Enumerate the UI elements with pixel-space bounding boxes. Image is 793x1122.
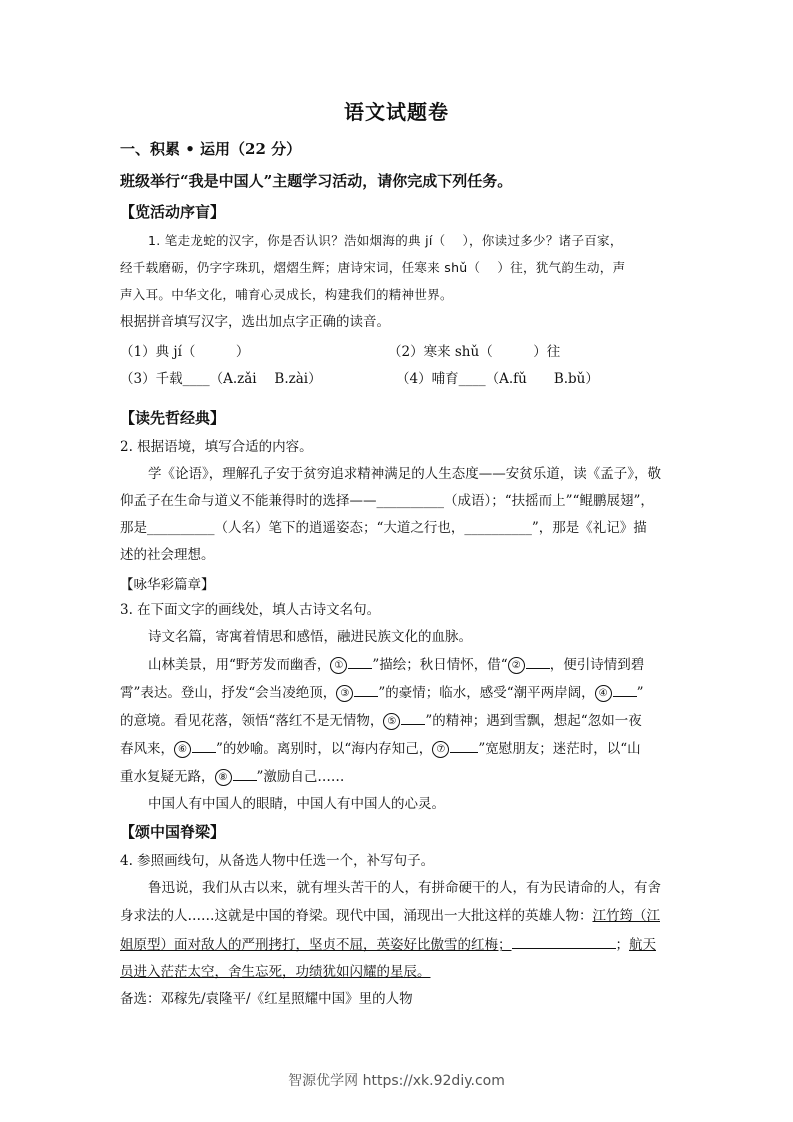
q1-option-3: （3）千载____（A.zǎi B.zài） — [120, 371, 322, 387]
page-title: 语文试题卷 — [344, 100, 449, 124]
q2-line-3: 那是__________（人名）笔下的逍遥姿态；“大道之行也，__________”，那是《礼记》描 — [120, 520, 647, 536]
q3-text: 重水复疑无路， — [120, 769, 215, 785]
answer-blank-3[interactable] — [354, 682, 378, 697]
part-heading: 一、积累 • 运用（22 分） — [120, 140, 302, 158]
q4-title: 4. 参照画线句，从备选人物中任选一个，补写句子。 — [120, 853, 435, 869]
q2-title: 2. 根据语境，填写合适的内容。 — [120, 439, 313, 455]
answer-blank-5[interactable] — [401, 710, 425, 725]
answer-blank-4[interactable] — [613, 682, 637, 697]
section-heading-4: 【颂中国脊梁】 — [120, 823, 226, 841]
blank-number-3: ③ — [336, 685, 353, 702]
q3-line-4 — [120, 738, 641, 759]
answer-blank-1[interactable] — [348, 654, 372, 669]
q1-option-2: （2）寒来 shǔ（ ）往 — [388, 344, 561, 360]
answer-blank-7[interactable] — [450, 738, 478, 753]
q1-line-3: 声入耳。中华文化，哺育心灵成长，构建我们的精神世界。 — [120, 287, 453, 302]
q4-line-2 — [120, 906, 660, 926]
q4-underlined-text: 江竹筠（江 — [592, 908, 660, 924]
q1-line-1: 1. 笔走龙蛇的汉字，你是否认识？浩如烟海的典 jí（ ），你读过多少？诸子百家， — [148, 233, 623, 248]
q1-option-1: （1）典 jí（ ） — [120, 344, 250, 360]
q3-text: ”的豪情；临水，感受“潮平两岸阔， — [378, 685, 595, 701]
q4-text: 身求法的人……这就是中国的脊梁。现代中国，涌现出一大批这样的英雄人物： — [120, 908, 593, 924]
q3-line-5 — [120, 766, 344, 787]
q4-underlined-text: 姐原型）面对敌人的严刑拷打，坚贞不屈，英姿好比傲雪的红梅； — [120, 937, 512, 953]
q3-text: ，便引诗情到碧 — [549, 657, 645, 673]
q3-text: ”描绘；秋日情怀，借“ — [372, 657, 508, 673]
q4-line-3 — [120, 934, 656, 955]
blank-number-4: ④ — [595, 685, 612, 702]
blank-number-5: ⑤ — [383, 713, 400, 730]
q1-option-4: （4）哺育____（A.fǔ B.bǔ） — [396, 371, 599, 387]
q3-text: 山林美景，用“野芳发而幽香， — [148, 657, 331, 673]
q3-text: ”的妙喻。离别时，以“海内存知己， — [216, 741, 433, 757]
blank-number-8: ⑧ — [215, 769, 232, 786]
q2-line-2: 仰孟子在生命与道义不能兼得时的选择——__________（成语）；“扶摇而上”“鲲鹏展翅”， — [120, 493, 654, 509]
q3-text: 霄”表达。登山，抒发“会当凌绝顶， — [120, 685, 337, 701]
section-heading-1: 【览活动序盲】 — [120, 203, 226, 221]
blank-number-2: ② — [508, 657, 525, 674]
q3-line-2 — [120, 682, 644, 703]
q4-underlined-text: 员进入茫茫太空，舍生忘死，功绩犹如闪耀的星辰。 — [120, 964, 431, 980]
answer-blank-2[interactable] — [526, 654, 550, 669]
q3-text: ”宽慰朋友；迷茫时，以“山 — [478, 741, 641, 757]
q4-underlined-text: 航天 — [629, 937, 656, 953]
footer-watermark: 智源优学网 https://xk.92diy.com — [288, 1073, 505, 1089]
q3-para-end: 中国人有中国人的眼睛，中国人有中国人的心灵。 — [148, 796, 445, 812]
q3-line-1 — [148, 654, 644, 675]
blank-number-6: ⑥ — [174, 741, 191, 758]
q4-options: 备选：邓稼先/袁隆平/《红星照耀中国》里的人物 — [120, 991, 413, 1007]
q2-line-1: 学《论语》，理解孔子安于贫穷追求精神满足的人生态度——安贫乐道，读《孟子》，敬 — [148, 466, 661, 482]
q3-text: ”的精神；遇到雪飘，想起“忽如一夜 — [425, 713, 642, 729]
q4-text: ； — [615, 937, 629, 953]
q3-text: 的意境。看见花落，领悟“落红不是无情物， — [120, 713, 384, 729]
q3-text: 春风来， — [120, 741, 174, 757]
blank-number-7: ⑦ — [432, 741, 449, 758]
q1-line-2: 经千载磨砺，仍字字珠玑，熠熠生辉；唐诗宋词，任寒来 shǔ（ ）往，犹气韵生动，声 — [120, 260, 626, 275]
answer-blank-9[interactable] — [512, 934, 616, 949]
section-heading-3: 【咏华彩篇章】 — [120, 577, 215, 593]
q4-line-1: 鲁迅说，我们从古以来，就有埋头苦干的人，有拼命硬干的人，有为民请命的人，有舍 — [148, 880, 661, 896]
q4-line-4 — [120, 962, 431, 982]
section-heading-2: 【读先哲经典】 — [120, 409, 226, 427]
q3-title: 3. 在下面文字的画线处，填人古诗文名句。 — [120, 602, 381, 618]
q3-line-3 — [120, 710, 642, 731]
blank-number-1: ① — [330, 657, 347, 674]
answer-blank-6[interactable] — [192, 738, 216, 753]
q2-line-4: 述的社会理想。 — [120, 547, 215, 563]
q1-instruction: 根据拼音填写汉字，选出加点字正确的读音。 — [120, 314, 390, 330]
q3-text: ” — [636, 685, 644, 701]
q3-para-1: 诗文名篇，寄寓着情思和感悟，融进民族文化的血脉。 — [148, 629, 472, 645]
answer-blank-8[interactable] — [233, 766, 257, 781]
q3-text: ”激励自己…… — [256, 769, 345, 785]
part-intro: 班级举行“我是中国人”主题学习活动，请你完成下列任务。 — [120, 172, 513, 190]
